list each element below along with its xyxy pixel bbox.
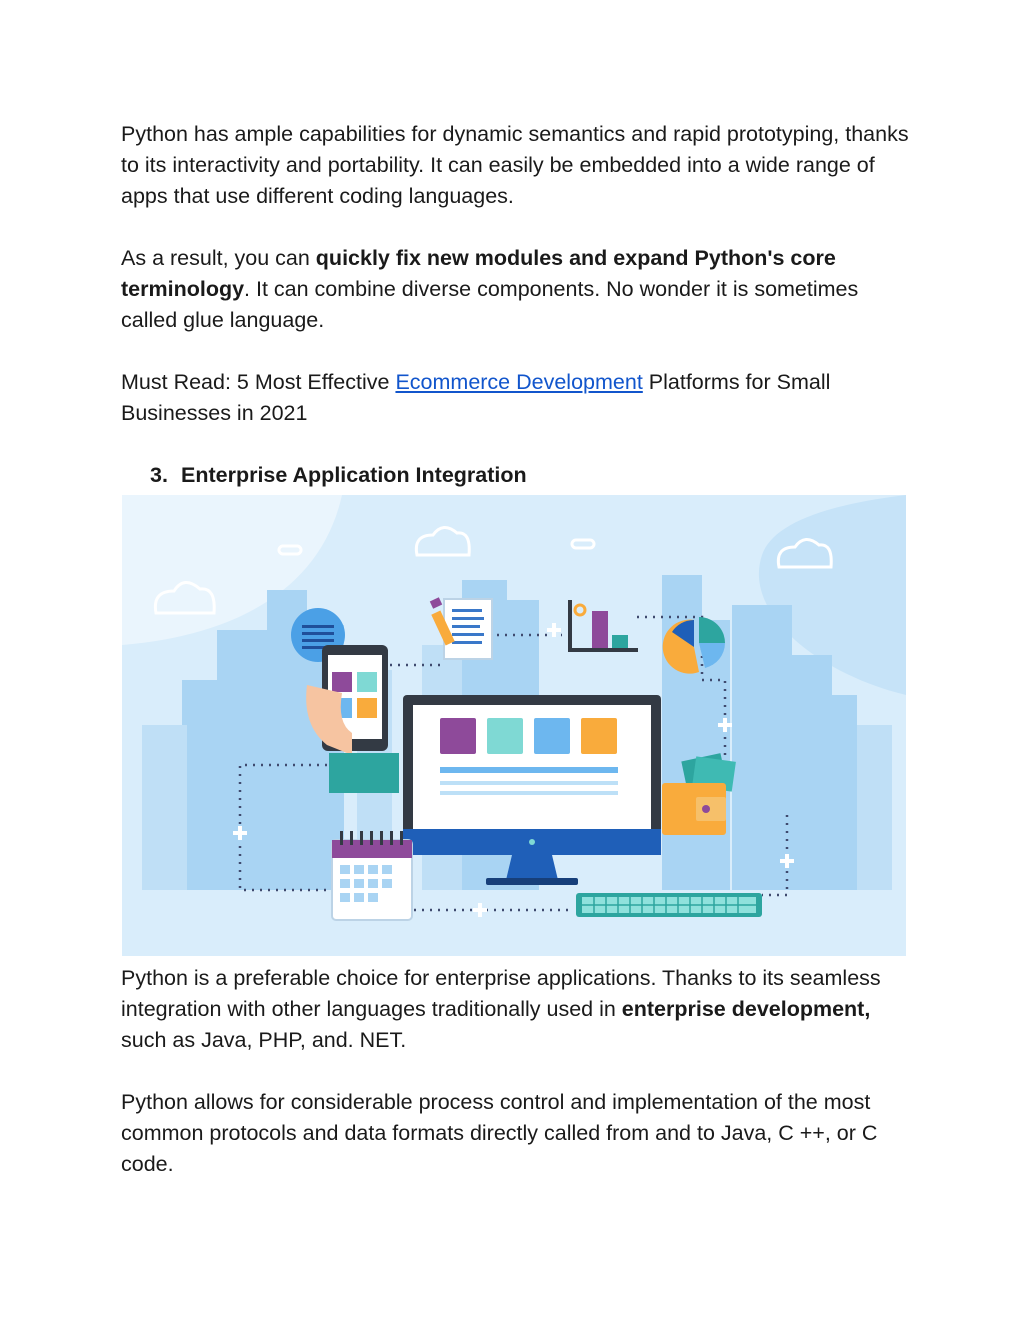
- paragraph-result-tail: . It can combine diverse components. No wonder it is sometimes called glue language.: [121, 277, 859, 332]
- paragraph-enterprise-bold: enterprise development,: [621, 997, 871, 1021]
- paragraph-intro: [121, 119, 911, 212]
- must-read-tail: Platforms for Small Businesses in 2021: [121, 370, 831, 425]
- keyboard-icon: [576, 893, 762, 917]
- ecommerce-development-link[interactable]: Ecommerce Development: [395, 370, 643, 394]
- paragraph-result-bold: quickly fix new modules and expand Python's core terminology: [121, 246, 836, 301]
- paragraph-result: [121, 243, 911, 336]
- enterprise-integration-illustration: [122, 495, 906, 956]
- paragraph-process-control-text: Python allows for considerable process control and implementation of the most common protocols and data formats directly called from and to Java, C ++, or C code.: [121, 1090, 878, 1176]
- calendar-icon: [332, 831, 412, 920]
- section-heading: [150, 460, 527, 491]
- paragraph-must-read: [121, 367, 911, 429]
- paragraph-enterprise-tail: such as Java, PHP, and. NET.: [121, 1028, 407, 1052]
- section-heading-number: 3.: [150, 463, 168, 487]
- paragraph-enterprise: [121, 963, 911, 1056]
- paragraph-process-control: [121, 1087, 911, 1180]
- paragraph-enterprise-lead: Python is a preferable choice for enterprise applications. Thanks to its seamless integration with other languages traditionally used in: [121, 966, 881, 1021]
- paragraph-result-lead: As a result, you can: [121, 246, 316, 270]
- must-read-lead: Must Read: 5 Most Effective: [121, 370, 396, 394]
- section-heading-text: Enterprise Application Integration: [181, 463, 527, 487]
- paragraph-intro-text: Python has ample capabilities for dynamic semantics and rapid prototyping, thanks to its interactivity and portability. It can easily be embedded into a wide range of apps that use different coding languages.: [121, 122, 909, 208]
